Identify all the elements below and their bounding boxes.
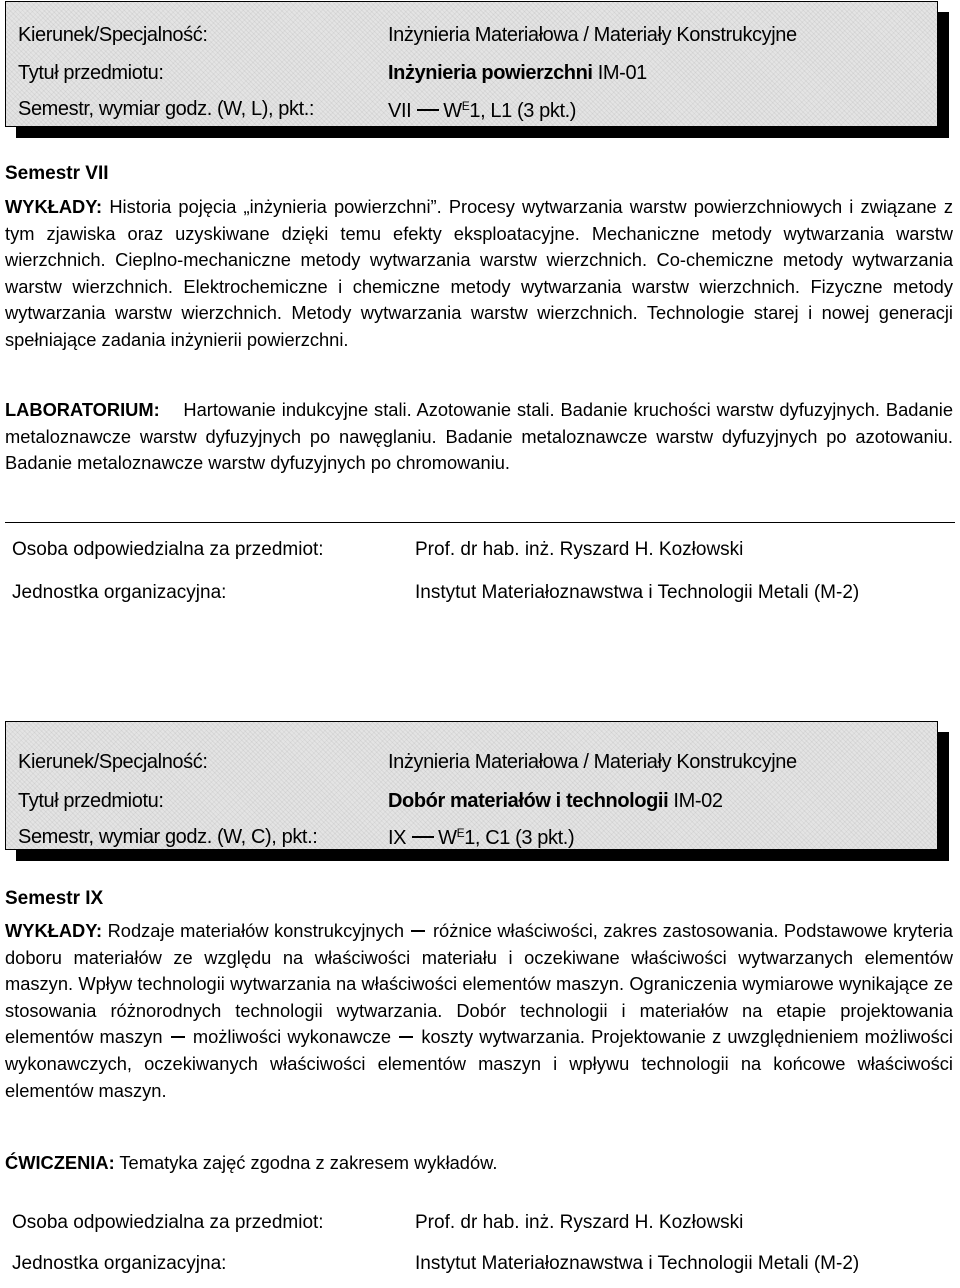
lectures-text: Historia pojęcia „inżynieria powierzchni”. Procesy wytwarzania warstw powierzchniowych i związane z tym zjawiska oraz uzyskiwane dzięki temu efekty eksploatacyjne. Mechaniczne metody wytwarzania warstw wierzchnich. Cieplno-mechaniczne metody wytwarzania warstw wierzchnich. Co-chemiczne metody wytwarzania warstw wierzchnich. Elektrochemiczne i chemiczne metody wytwarzania warstw wierzchnich. Fizyczne metody wytwarzania warstw wierzchnich. Metody wytwarzania warstw wierzchnich. Technologie starej i nowej generacji spełniające zadania inżynierii powierzchni. [5, 196, 953, 350]
semester-roman: IX [388, 827, 407, 849]
hours-sup: E [456, 826, 465, 840]
unit-label: Jednostka organizacyjna: [12, 582, 227, 603]
divider [5, 522, 955, 523]
lectures-text-4: koszty wytwarzania. Projektowanie z uwzględnieniem możliwości wykonawczych, oczekiwanych właściwości elementów maszyn i wpływu technologii na końcowe właściwości elementów maszyn. [5, 1026, 953, 1101]
hours-rest: 1, L1 (3 pkt.) [469, 100, 577, 122]
hours-w: W [438, 827, 457, 849]
title-value-row [388, 61, 647, 85]
responsible-label: Osoba odpowiedzialna za przedmiot: [12, 539, 324, 560]
lectures-paragraph [5, 194, 953, 354]
lab-label: LABORATORIUM: [5, 399, 160, 420]
lab-paragraph [5, 397, 953, 477]
hours-rest: 1, C1 (3 pkt.) [464, 827, 575, 849]
semester-value [388, 99, 576, 123]
semester-title: Semestr IX [5, 888, 104, 909]
lectures-text-1: Rodzaje materiałów konstrukcyjnych [107, 920, 405, 941]
unit-label: Jednostka organizacyjna: [12, 1253, 227, 1274]
semester-value [388, 826, 574, 850]
unit-value: Instytut Materiałoznawstwa i Technologii Metali (M-2) [415, 1253, 860, 1274]
hours-w: W [443, 100, 462, 122]
course2-header-box [5, 721, 938, 850]
course1-header-box [5, 1, 938, 127]
lectures-paragraph [5, 918, 953, 1104]
title-label: Tytuł przedmiotu: [18, 62, 164, 84]
exercises-label: ĆWICZENIA: [5, 1152, 115, 1173]
dash-separator [417, 109, 439, 111]
lectures-label: WYKŁADY: [5, 920, 103, 941]
field-label: Kierunek/Specjalność: [18, 751, 208, 773]
em-dash [171, 1036, 185, 1038]
course-code: IM-01 [597, 62, 647, 84]
lectures-text-2: różnice właściwości, zakres zastosowania. Podstawowe kryteria doboru materiałów ze względu na właściwości materiału i oczekiwane właściwości wytwarzanych elementów maszyn. Wpływ technologii wytwarzania na właściwości elementów maszyn. Ograniczenia wymiarowe wynikające ze stosowania różnorodnych technologii wytwarzania. Dobór technologii i materiałów na etapie projektowania elementów maszyn [5, 920, 953, 1048]
exercises-paragraph [5, 1150, 953, 1177]
semester-title: Semestr VII [5, 163, 109, 184]
lectures-label: WYKŁADY: [5, 196, 103, 217]
em-dash [411, 930, 425, 932]
course-code: IM-02 [673, 790, 723, 812]
responsible-value: Prof. dr hab. inż. Ryszard H. Kozłowski [415, 1212, 744, 1233]
course-title: Dobór materiałów i technologii [388, 790, 669, 812]
semester-roman: VII [388, 100, 412, 122]
course-title: Inżynieria powierzchni [388, 62, 593, 84]
hours-sup: E [461, 99, 470, 113]
responsible-label: Osoba odpowiedzialna za przedmiot: [12, 1212, 324, 1233]
em-dash [399, 1036, 413, 1038]
title-label: Tytuł przedmiotu: [18, 790, 164, 812]
semester-label: Semestr, wymiar godz. (W, C), pkt.: [18, 826, 318, 848]
exercises-text: Tematyka zajęć zgodna z zakresem wykładów. [119, 1152, 498, 1173]
lectures-text-3: możliwości wykonawcze [192, 1026, 392, 1048]
responsible-value: Prof. dr hab. inż. Ryszard H. Kozłowski [415, 539, 744, 560]
title-value-row [388, 789, 723, 813]
field-value: Inżynieria Materiałowa / Materiały Konstrukcyjne [388, 24, 797, 46]
semester-label: Semestr, wymiar godz. (W, L), pkt.: [18, 98, 315, 120]
field-label: Kierunek/Specjalność: [18, 24, 208, 46]
lab-text: Hartowanie indukcyjne stali. Azotowanie stali. Badanie kruchości warstw dyfuzyjnych. Badanie metaloznawcze warstw dyfuzyjnych po nawęglaniu. Badanie metaloznawcze warstw dyfuzyjnych po azotowaniu. Badanie metaloznawcze warstw dyfuzyjnych po chromowaniu. [5, 399, 954, 474]
field-value: Inżynieria Materiałowa / Materiały Konstrukcyjne [388, 751, 797, 773]
dash-separator [412, 836, 434, 838]
unit-value: Instytut Materiałoznawstwa i Technologii Metali (M-2) [415, 582, 860, 603]
